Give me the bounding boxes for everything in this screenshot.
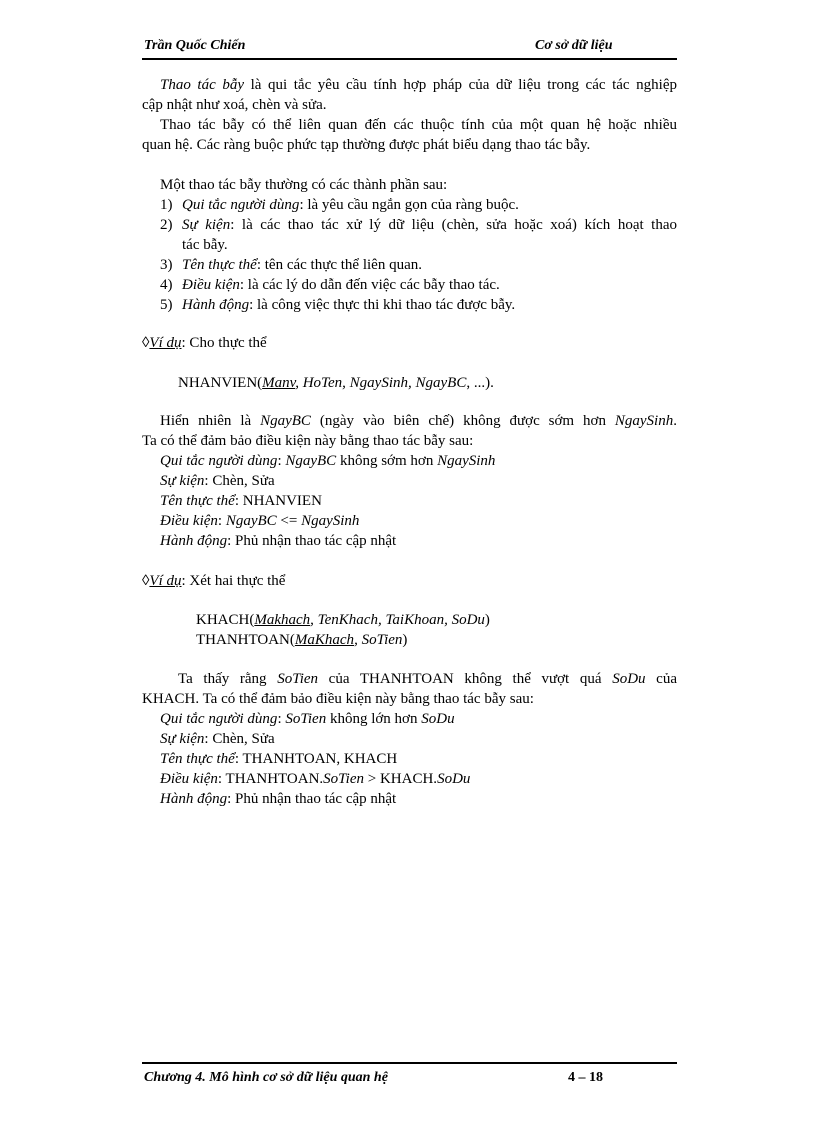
example-2-entity-khach: KHACH(Makhach, TenKhach, TaiKhoan, SoDu) (196, 612, 490, 628)
list-item: 3) Tên thực thể: tên các thực thể liên quan. (160, 257, 422, 273)
intro-paragraph-2-line-1: Thao tác bẫy có thể liên quan đến các thuộc tính của một quan hệ hoặc nhiều (160, 117, 677, 133)
primary-key: Manv (262, 375, 296, 391)
list-item-term: Qui tắc người dùng (182, 197, 300, 213)
header-subject: Cơ sở dữ liệu (535, 38, 613, 53)
example-2-event: Sự kiện: Chèn, Sửa (160, 731, 275, 747)
example-2-paragraph-line-2: KHACH. Ta có thể đảm bảo điều kiện này bằng thao tác bẫy sau: (142, 691, 534, 707)
list-item-text: Sự kiện: là các thao tác xử lý dữ liệu (chèn, sửa hoặc xoá) kích hoạt thao (182, 217, 677, 233)
term-thao-tac-bay: Thao tác bẫy (160, 77, 244, 93)
diamond-icon: ◊ (142, 335, 150, 351)
primary-key: Makhach (254, 612, 311, 628)
example-2-entity-thanhtoan: THANHTOAN(MaKhach, SoTien) (196, 632, 408, 648)
list-item-term: Sự kiện (182, 217, 231, 233)
footer-chapter: Chương 4. Mô hình cơ sở dữ liệu quan hệ (144, 1070, 388, 1085)
example-1-paragraph-line-1: Hiển nhiên là NgayBC (ngày vào biên chế) không được sớm hơn NgaySinh. (160, 413, 677, 429)
example-2-paragraph-line-1: Ta thấy rằng SoTien của THANHTOAN không thể vượt quá SoDu của (178, 671, 677, 687)
diamond-icon: ◊ (142, 573, 150, 589)
components-lead: Một thao tác bẫy thường có các thành phần sau: (160, 177, 448, 193)
example-1-action: Hành động: Phủ nhận thao tác cập nhật (160, 533, 397, 549)
example-1-paragraph-line-2: Ta có thể đảm bảo điều kiện này bằng thao tác bẫy sau: (142, 433, 474, 449)
example-2-action: Hành động: Phủ nhận thao tác cập nhật (160, 791, 397, 807)
list-item-term: Hành động (182, 297, 250, 313)
list-item: 5) Hành động: là công việc thực thi khi thao tác được bẫy. (160, 297, 516, 313)
page-number: 4 – 18 (568, 1070, 603, 1085)
list-item-term: Tên thực thể (182, 257, 257, 273)
list-item: 4) Điều kiện: là các lý do dẫn đến việc các bẫy thao tác. (160, 277, 500, 293)
intro-paragraph-1-line-1: Thao tác bẫy là qui tắc yêu cầu tính hợp pháp của dữ liệu trong các tác nghiệp (160, 77, 677, 93)
page-footer (142, 1062, 677, 1085)
list-item: 1) Qui tắc người dùng: là yêu cầu ngắn gọn của ràng buộc. (160, 197, 519, 213)
example-1-event: Sự kiện: Chèn, Sửa (160, 473, 275, 489)
example-2-entity-name: Tên thực thể: THANHTOAN, KHACH (160, 751, 398, 767)
header-author: Trần Quốc Chiến (144, 38, 246, 53)
list-item: 2) (160, 217, 173, 233)
example-2-rule: Qui tắc người dùng: SoTien không lớn hơn SoDu (160, 711, 455, 727)
example-1-heading: ◊Ví dụ: Cho thực thể (142, 335, 267, 351)
example-2-condition: Điều kiện: THANHTOAN.SoTien > KHACH.SoDu (160, 771, 471, 787)
example-1-rule: Qui tắc người dùng: NgayBC không sớm hơn NgaySinh (160, 453, 496, 469)
intro-paragraph-1-line-2: cập nhật như xoá, chèn và sửa. (142, 97, 327, 113)
list-item-continuation: tác bẫy. (182, 237, 228, 253)
list-item-term: Điều kiện (182, 277, 240, 293)
example-2-heading: ◊Ví dụ: Xét hai thực thể (142, 573, 286, 589)
page-header (142, 36, 677, 60)
example-1-entity-name: Tên thực thể: NHANVIEN (160, 493, 322, 509)
example-1-entity: NHANVIEN(Manv, HoTen, NgaySinh, NgayBC, ...). (178, 375, 494, 391)
example-1-condition: Điều kiện: NgayBC <= NgaySinh (160, 513, 360, 529)
intro-paragraph-2-line-2: quan hệ. Các ràng buộc phức tạp thường được phát biểu dạng thao tác bẫy. (142, 137, 591, 153)
primary-key: MaKhach (294, 632, 355, 648)
